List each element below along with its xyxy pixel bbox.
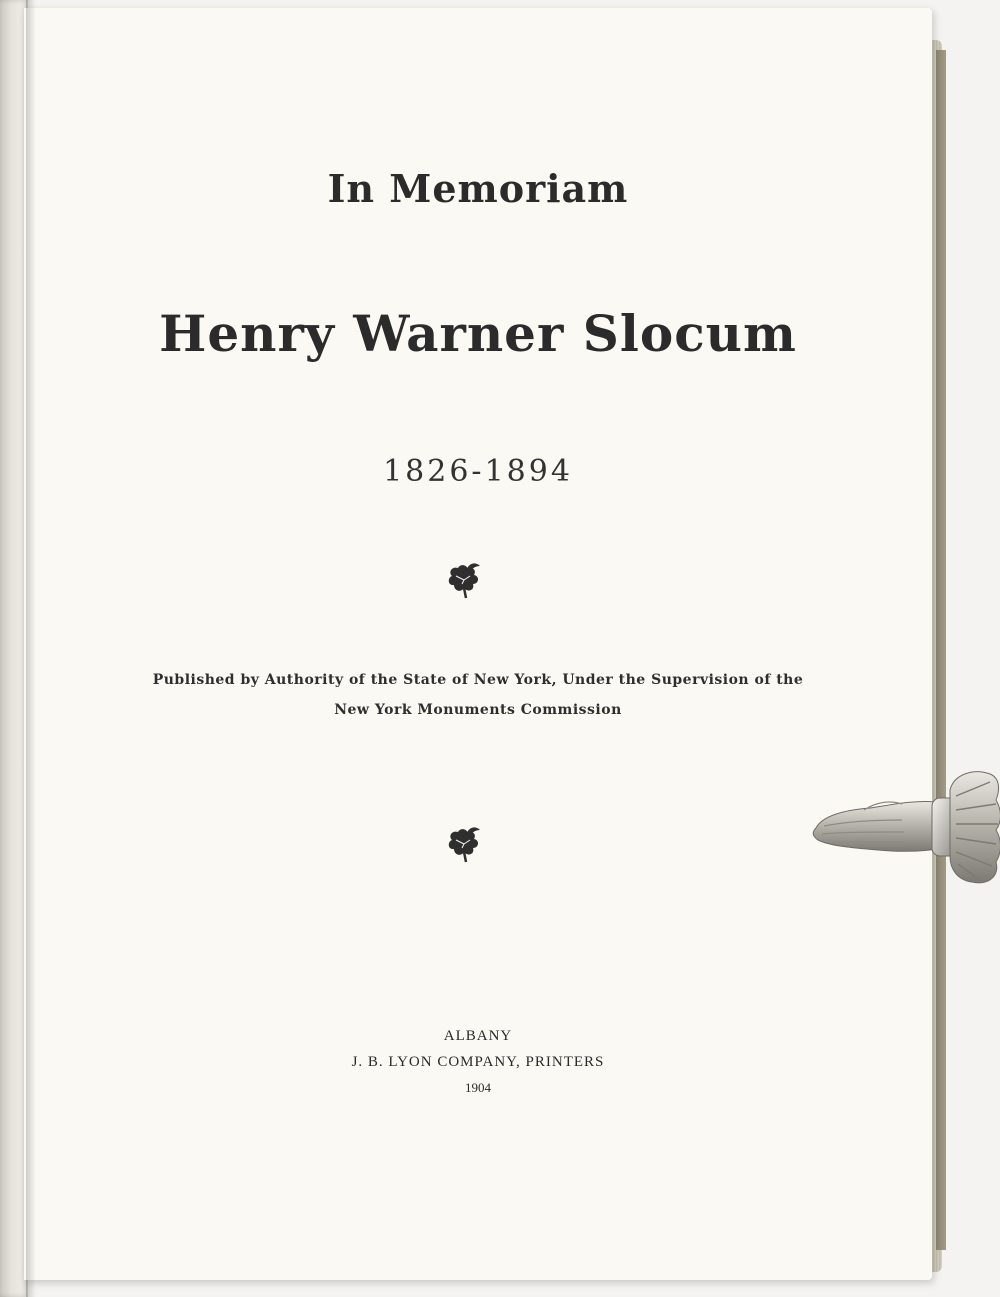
publication-line-2: New York Monuments Commission [334, 702, 622, 718]
subject-name: Henry Warner Slocum [159, 304, 797, 363]
imprint-city: ALBANY [443, 1028, 513, 1044]
title-page-content [24, 8, 932, 1280]
imprint-year: 1904 [465, 1080, 491, 1095]
life-years: 1826-1894 [383, 454, 573, 489]
leaf-ornament-icon [444, 822, 484, 866]
hand-page-clip [804, 760, 1000, 890]
heading: In Memoriam [327, 166, 629, 211]
leaf-ornament-icon [444, 558, 484, 602]
book-board [936, 50, 946, 1250]
publication-line-1: Published by Authority of the State of New York, Under the Supervision of the [152, 672, 804, 688]
imprint-printer: J. B. LYON COMPANY, PRINTERS [351, 1054, 605, 1070]
